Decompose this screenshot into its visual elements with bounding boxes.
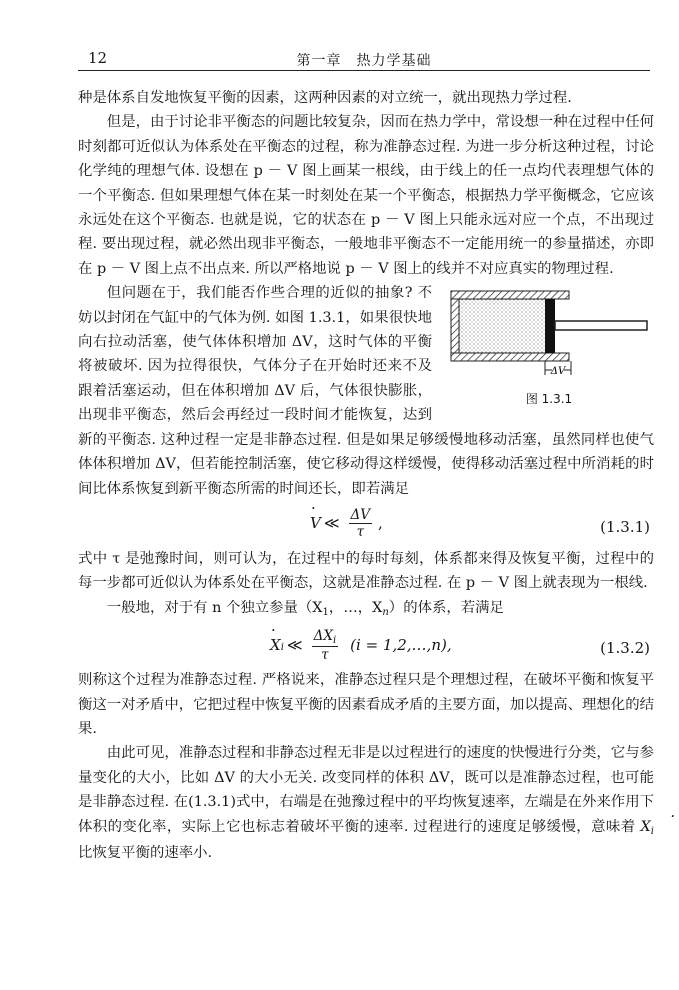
eq1-numerator: ΔV bbox=[350, 506, 371, 523]
equation-1-3-2 bbox=[78, 622, 654, 668]
eq1-lhs: V · bbox=[310, 511, 321, 535]
figure-caption: 图 1.3.1 bbox=[525, 392, 573, 407]
eq2-condition: (i = 1,2,…,n), bbox=[350, 636, 452, 655]
eq1-denominator: τ bbox=[356, 523, 365, 540]
p6-part-c: 比恢复平衡的速率小. bbox=[78, 844, 213, 861]
gas-region bbox=[459, 299, 545, 353]
p4-part-a: 一般地，对于有 n 个独立参量（X bbox=[106, 599, 323, 616]
page-header bbox=[78, 48, 650, 70]
p4-part-c: ）的体系，若满足 bbox=[388, 599, 504, 616]
eq1-fraction bbox=[349, 507, 373, 540]
equation-1-3-1 bbox=[78, 501, 654, 547]
paragraph-0: 种是体系自发地恢复平衡的因素，这两种因素的对立统一，就出现热力学过程. bbox=[78, 90, 572, 106]
piston-rod bbox=[555, 321, 647, 330]
eq1-comma: , bbox=[378, 514, 383, 533]
eq2-denominator: τ bbox=[321, 647, 329, 664]
eq2-lhs: X · bbox=[270, 633, 281, 657]
p4-part-b: ，…，X bbox=[328, 599, 383, 616]
p6-xdot: X · bbox=[641, 819, 651, 835]
paragraph-6 bbox=[78, 741, 654, 865]
sub-n: n bbox=[382, 606, 389, 618]
paragraph-3: 式中 τ 是弛豫时间，则可认为，在过程中的每时每刻，体系都来得及恢复平衡，过程中的每一步都可近似认为体系处在平衡态，这就是准静态过程. 在 p － V 图上就表现为一根线. bbox=[78, 550, 654, 592]
paragraph-2: 但问题在于，我们能否作些合理的近似的抽象? 不妨以封闭在气缸中的气体为例. 如图 1.3.1，如果很快地向右拉动活塞，使气体体积增加 ΔV，这时气体的平衡将被破坏. 因为拉得很快，气体分子在开始时还来不及跟着活塞运动，但在体积增加 ΔV 后，气体很快膨胀，出现非平衡态，然后会再经过一段时间才能恢复，达到新的平衡态. 这种过程一定是非静态过程. 但是如果足够缓慢地移动活塞，虽然同样也使气体体积增加 ΔV，但若能控制活塞，使它移动得这样缓慢，使得移动活塞过程中所消耗的时间比体系恢复到新平衡态所需的时间还长，即若满足 bbox=[78, 285, 654, 497]
figure-1-3-1 bbox=[444, 287, 654, 411]
chapter-title: 第一章 热力学基础 bbox=[296, 53, 432, 69]
p6-part-a: 由此可见，准静态过程和非静态过程无非是以过程进行的速度的快慢进行分类，它与参量变化的大小，比如 ΔV 的大小无关. 改变同样的体积 ΔV，既可以是准静态过程，也可能是非静态过程. 在(1.3.1)式中，右端是在弛豫过程中的平均恢复速率，左端是在外来作用下体积的变化率，实际上它也标志着破坏平衡的速率. 过程进行的速度足够缓慢，意味着 bbox=[78, 745, 654, 835]
eq2-number: (1.3.2) bbox=[600, 639, 650, 658]
eq2-numerator: ΔX bbox=[313, 628, 333, 645]
cylinder-piston-diagram bbox=[449, 287, 649, 379]
sub-1: 1 bbox=[322, 606, 329, 618]
eq1-relation: ≪ bbox=[323, 514, 340, 533]
sub-i: i bbox=[650, 825, 654, 837]
eq2-numerator-sub: i bbox=[332, 635, 337, 647]
eq2-lhs-sub: i bbox=[280, 642, 284, 654]
eq2-relation: ≪ bbox=[286, 636, 303, 655]
header-rule bbox=[78, 70, 650, 71]
eq2-fraction bbox=[312, 628, 339, 663]
paragraph-1: 但是，由于讨论非平衡态的问题比较复杂，因而在热力学中，常设想一种在过程中任何时刻都可近似认为体系处在平衡态的过程，称为准静态过程. 为进一步分析这种过程，讨论化学纯的理想气体. 设想在 p － V 图上画某一根线，由于线上的任一点均代表理想气体的一个平衡态. 但如果理想气体在某一时刻处在某一个平衡态，根据热力学平衡概念，它应该永远处在这个平衡态. 也就是说，它的状态在 p － V 图上只能永远对应一个点，不出现过程. 要出现过程，就必然出现非平衡态，一般地非平衡态不一定能用统一的参量描述，亦即在 p － V 图上点不出点来. 所以严格地说 p － V 图上的线并不对应真实的物理过程. bbox=[78, 114, 654, 277]
page-number: 12 bbox=[88, 49, 108, 67]
piston bbox=[545, 299, 555, 353]
body-text bbox=[78, 86, 654, 865]
paragraph-4 bbox=[78, 596, 654, 622]
paragraph-5: 则称这个过程为准静态过程. 严格说来，准静态过程只是个理想过程，在破坏平衡和恢复平衡这一对矛盾中，它把过程中恢复平衡的因素看成矛盾的主要方面，加以提高、理想化的结果. bbox=[78, 672, 654, 737]
delta-v-label: ΔV bbox=[550, 366, 566, 378]
eq1-number: (1.3.1) bbox=[600, 517, 650, 536]
